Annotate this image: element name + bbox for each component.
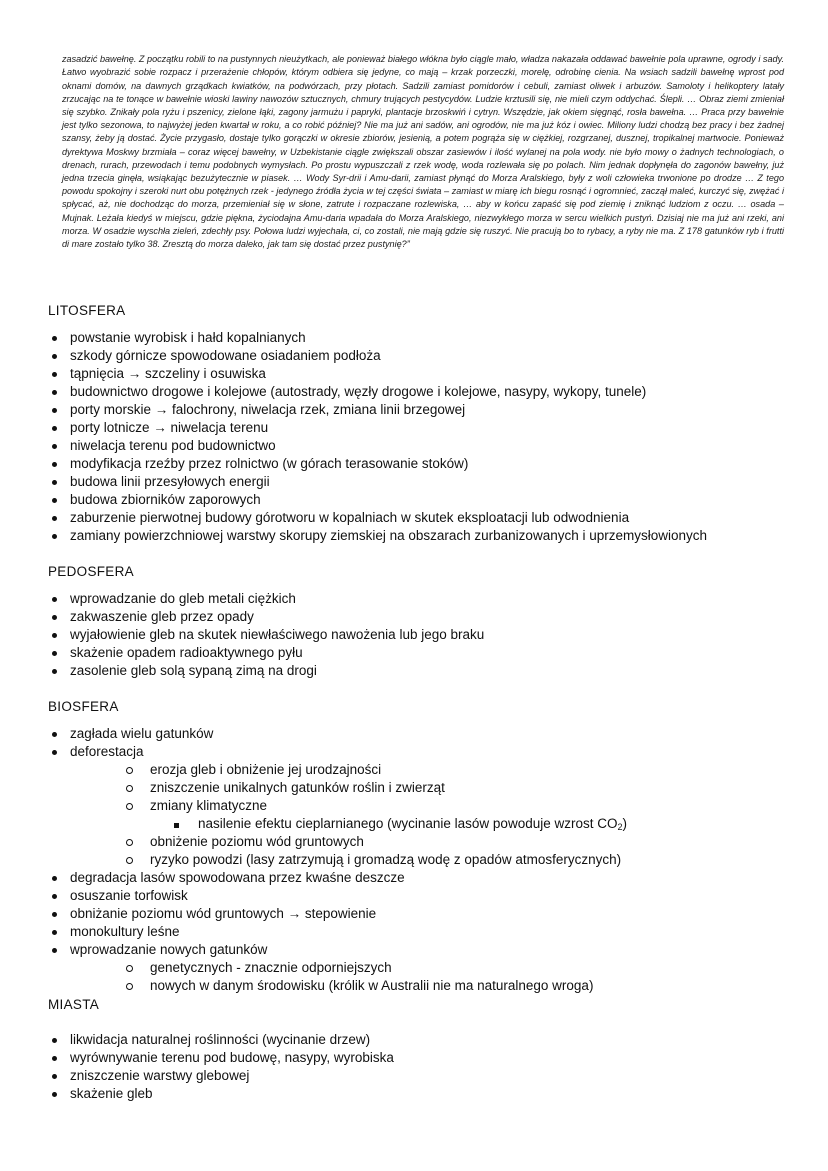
list-item: zakwaszenie gleb przez opady (48, 608, 808, 626)
list-item: wprowadzanie nowych gatunków (48, 941, 808, 959)
list-item: powstanie wyrobisk i hałd kopalnianych (48, 329, 808, 347)
list-item: zniszczenie warstwy glebowej (48, 1067, 808, 1085)
list-item: porty morskie → falochrony, niwelacja rzek, zmiana linii brzegowej (48, 401, 808, 419)
list-item: wyrównywanie terenu pod budowę, nasypy, wyrobiska (48, 1049, 808, 1067)
list-item-label: deforestacja (70, 744, 144, 759)
sub-list-item: zmiany klimatyczne (48, 797, 808, 815)
list-item: tąpnięcia → szczeliny i osuwiska (48, 365, 808, 383)
sub-sub-item-end: ) (622, 816, 627, 831)
list-item: zasolenie gleb solą sypaną zimą na drogi (48, 662, 808, 680)
sub-sub-item-text: nasilenie efektu cieplarnianego (wycinanie lasów powoduje wzrost CO (198, 816, 618, 831)
list-item: zaburzenie pierwotnej budowy górotworu w kopalniach w skutek eksploatacji lub odwodnienia (48, 509, 808, 527)
biosfera-list-2 (48, 869, 808, 959)
list-item: budownictwo drogowe i kolejowe (autostrady, węzły drogowe i kolejowe, nasypy, wykopy, tunele) (48, 383, 808, 401)
list-item: degradacja lasów spowodowana przez kwaśne deszcze (48, 869, 808, 887)
list-item: zagłada wielu gatunków (48, 725, 808, 743)
list-item: skażenie gleb (48, 1085, 808, 1103)
list-item: budowa linii przesyłowych energii (48, 473, 808, 491)
sub-list-item: obniżenie poziomu wód gruntowych (48, 833, 808, 851)
section-title-miasta: MIASTA (48, 997, 100, 1012)
list-item: porty lotnicze → niwelacja terenu (48, 419, 808, 437)
list-item: wprowadzanie do gleb metali ciężkich (48, 590, 808, 608)
list-item: wyjałowienie gleb na skutek niewłaściwego nawożenia lub jego braku (48, 626, 808, 644)
quote-paragraph: zasadzić bawełnę. Z początku robili to na pustynnych nieużytkach, ale ponieważ białego włókna było ciągle mało, władza nakazała oddawać bawełnie pola uprawne, ogrody i sady. Łatwo wyobrazić sobie rozpacz i przerażenie chłopów, którym odbiera się jedyne, co mają – krzak porzeczki, morelę, odrobinę cienia. Na wsiach sadzili bawełnę wprost pod oknami domów, na dawnych grządkach kwiatków, na podwórzach, przy płotach. Sadzili zamiast pomidorów i cebuli, zamiast oliwek i arbuzów. Samoloty i helikoptery latały zrzucając na te tonące w bawełnie wioski lawiny nawozów sztucznych, chmury trujących pestycydów. Ludzie krztusili się, nie mieli czym oddychać. Ślepli. … Obraz ziemi zmieniał się szybko. Znikały pola ryżu i pszenicy, zielone łąki, zagony jarmużu i papryki, plantacje brzoskwiń i cytryn. Wszędzie, jak okiem sięgnąć, rosła bawełna. … Praca przy bawełnie jest tylko sezonowa, to najwyżej jeden kwartał w roku, a co robić później? Nie ma już ani sadów, ani ogrodów, nie ma już kóz i owiec. Miliony ludzi chodzą bez pracy i bez żadnej szansy, żeby ją dostać. Życie przygasło, dostaje tylko gorączki w okresie zbiorów, jesienią, a potem pogrąża się w ciężkiej, rozgrzanej, dusznej, tropikalnej martwocie. Ponieważ dyrektywa Moskwy brzmiała – coraz więcej bawełny, w Uzbekistanie ciągle zwiększali obszar zasiewów i ilość wylanej na pola wody. nie było mowy o żadnych technologiach, o drenach, rurach, przewodach i temu podobnych wymysłach. Po prostu wypuszczali z rzek wodę, woda rozlewała się po polach. Nim jednak dopłynęła do zagonów bawełny, już jedna trzecia ginęła, wsiąkając bezużytecznie w piasek. … Wody Syr-drii i Amu-darii, zamiast płynąć do Morza Aralskiego, były z woli człowieka trwonione po drodze … Z tego powodu spokojny i szeroki nurt obu potężnych rzek - jedynego źródła życia w tej części świata – zamiast w miarę ich biegu rosnąć i ogromnieć, zaczął maleć, kurczyć się, zwężać i spłycać, aż, nie dochodząc do morza, przemieniał się w słone, zatrute i rozpaczane rozlewiska, … aby w końcu zapaść się pod ziemię i zniknąć ludziom z oczu. … osada – Mujnak. Leżała kiedyś w miejscu, gdzie piękna, życiodajna Amu-daria wpadała do Morza Aralskiego, niezwykłego morza w sercu wielkich pustyń. Dzisiaj nie ma już ani rzeki, ani morza. W osadzie wyschła zieleń, zdechły psy. Połowa ludzi wyjechała, ci, co zostali, nie mają gdzie się ruszyć. Nie pracują bo to rybacy, a ryby nie ma. Z 178 gatunków ryb i frutti di mare zostało tylko 38. Zresztą do morza daleko, jak tam się dostać przez pustynię?” (62, 54, 784, 249)
sub-list-item: ryzyko powodzi (lasy zatrzymują i gromadzą wodę z opadów atmosferycznych) (48, 851, 808, 869)
list-item: obniżanie poziomu wód gruntowych → stepowienie (48, 905, 808, 923)
list-item: zamiany powierzchniowej warstwy skorupy ziemskiej na obszarach zurbanizowanych i uprzemysłowionych (48, 527, 808, 545)
list-item: monokultury leśne (48, 923, 808, 941)
sub-list-item: erozja gleb i obniżenie jej urodzajności (48, 761, 808, 779)
sub-list-item: genetycznych - znacznie odporniejszych (48, 959, 808, 977)
sub-list-item: zniszczenie unikalnych gatunków roślin i zwierząt (48, 779, 808, 797)
section-title-litosfera: LITOSFERA (48, 303, 126, 318)
miasta-list (48, 1031, 808, 1103)
list-item: skażenie opadem radioaktywnego pyłu (48, 644, 808, 662)
list-item: szkody górnicze spowodowane osiadaniem podłoża (48, 347, 808, 365)
list-item: osuszanie torfowisk (48, 887, 808, 905)
deforestacja-sublist (48, 761, 808, 815)
list-item: budowa zbiorników zaporowych (48, 491, 808, 509)
gatunki-sublist (48, 959, 808, 995)
list-item: modyfikacja rzeźby przez rolnictwo (w górach terasowanie stoków) (48, 455, 808, 473)
subscript-2: 2 (617, 822, 623, 832)
list-item (48, 743, 808, 761)
biosfera-list (48, 725, 808, 761)
deforestacja-sublist-2 (48, 833, 808, 869)
pedosfera-list (48, 590, 808, 680)
litosfera-list (48, 329, 808, 545)
list-item: likwidacja naturalnej roślinności (wycinanie drzew) (48, 1031, 808, 1049)
section-title-biosfera: BIOSFERA (48, 699, 119, 714)
list-item: niwelacja terenu pod budownictwo (48, 437, 808, 455)
sub-list-item: nowych w danym środowisku (królik w Australii nie ma naturalnego wroga) (48, 977, 808, 995)
section-title-pedosfera: PEDOSFERA (48, 564, 134, 579)
